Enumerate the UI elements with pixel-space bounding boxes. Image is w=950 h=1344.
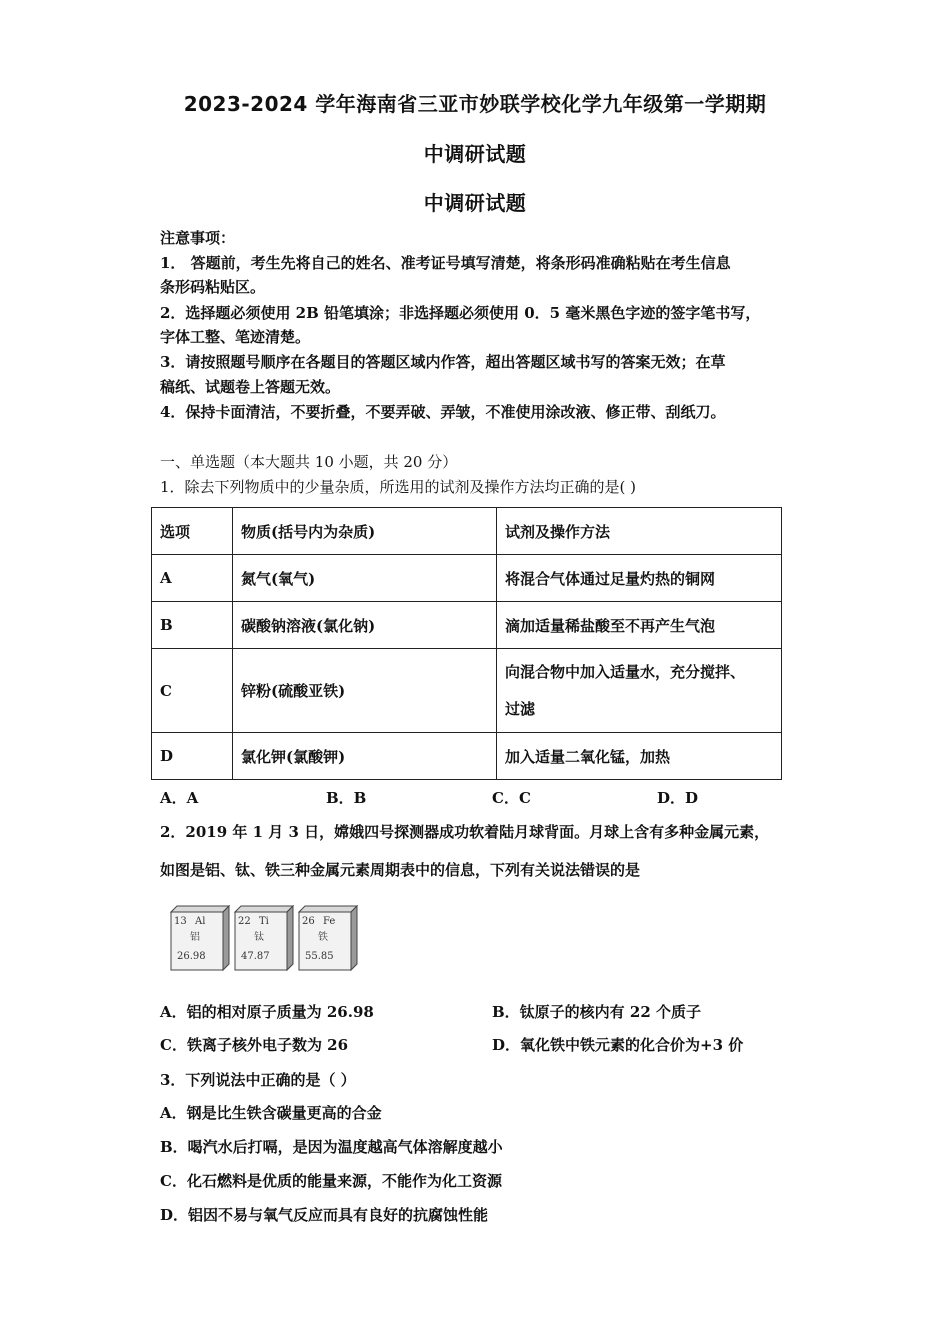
table-cell-substance: 碳酸钠溶液(氯化钠) [233,602,497,649]
q2-choice-a: A．铝的相对原子质量为 26.98 [160,1003,374,1021]
method-line: 过滤 [505,699,536,718]
table-row [152,602,782,649]
table-header-cell: 选项 [152,508,233,555]
element-symbol: Fe [323,916,336,927]
table-cell-method [497,649,782,733]
q3-choice-d: D．铝因不易与氧气反应而具有良好的抗腐蚀性能 [160,1206,489,1224]
notice-item: 4．保持卡面清洁，不要折叠，不要弄破、弄皱，不准使用涂改液、修正带、刮纸刀。 [160,403,726,421]
notice-item: 条形码粘贴区。 [160,278,266,296]
q2-stem-line2: 如图是铝、钛、铁三种金属元素周期表中的信息，下列有关说法错误的是 [160,861,641,879]
element-mass: 26.98 [177,951,206,962]
notice-item: 字体工整、笔迹清楚。 [160,328,311,346]
q2-choice-d: D．氧化铁中铁元素的化合价为+3 价 [492,1036,744,1054]
exam-title-line1: 2023-2024 学年海南省三亚市妙联学校化学九年级第一学期期 [183,92,767,116]
element-name: 铁 [318,932,328,943]
table-cell-substance: 锌粉(硫酸亚铁) [233,649,497,733]
notice-item: 2．选择题必须使用 2B 铅笔填涂；非选择题必须使用 0．5 毫米黑色字迹的签字笔书写， [160,304,761,322]
table-cell-substance: 氯化钾(氯酸钾) [233,733,497,780]
section-heading: 一、单选题（本大题共 10 小题，共 20 分） [160,453,458,471]
table-row [152,555,782,602]
q2-choice-c: C．铁离子核外电子数为 26 [160,1036,349,1054]
element-cell-ti [235,906,293,970]
q3-choice-a: A．钢是比生铁含碳量更高的合金 [160,1104,382,1122]
element-mass: 47.87 [241,951,270,962]
q2-stem-line1: 2．2019 年 1 月 3 日，嫦娥四号探测器成功软着陆月球背面。月球上含有多种金属元素， [160,823,770,841]
q3-choice-c: C．化石燃料是优质的能量来源，不能作为化工资源 [160,1172,502,1190]
element-number: 26 [302,916,315,927]
table-cell-method: 滴加适量稀盐酸至不再产生气泡 [497,602,782,649]
element-symbol: Al [195,916,206,927]
table-row [152,649,782,733]
q2-choice-b: B．钛原子的核内有 22 个质子 [492,1003,701,1021]
method-line: 向混合物中加入适量水，充分搅拌、 [505,662,746,681]
table-header-cell: 物质(括号内为杂质) [233,508,497,555]
element-symbol: Ti [259,916,269,927]
element-name: 钛 [254,932,264,943]
element-cell-fe [299,906,357,970]
q1-choice-c: C．C [492,789,531,807]
table-cell-option: C [152,649,233,733]
table-cell-option: B [152,602,233,649]
q1-choice-d: D．D [657,789,699,807]
q1-options-table [151,507,782,780]
exam-title-line3: 中调研试题 [423,191,527,215]
notice-item: 1． 答题前，考生先将自己的姓名、准考证号填写清楚，将条形码准确粘贴在考生信息 [160,254,731,272]
table-cell-method: 加入适量二氧化锰，加热 [497,733,782,780]
table-cell-option: A [152,555,233,602]
table-cell-substance: 氮气(氧气) [233,555,497,602]
element-number: 13 [174,916,187,927]
table-cell-method: 将混合气体通过足量灼热的铜网 [497,555,782,602]
element-mass: 55.85 [305,951,334,962]
q1-stem: 1．除去下列物质中的少量杂质，所选用的试剂及操作方法均正确的是( ) [160,478,637,496]
element-name: 铝 [190,932,200,943]
q1-choice-b: B．B [326,789,367,807]
notice-heading: 注意事项： [160,229,236,247]
table-header-cell: 试剂及操作方法 [497,508,782,555]
q3-choice-b: B．喝汽水后打嗝，是因为温度越高气体溶解度越小 [160,1138,503,1156]
periodic-cells-figure [163,904,363,976]
exam-title-line2: 中调研试题 [423,142,527,166]
notice-item: 3．请按照题号顺序在各题目的答题区域内作答，超出答题区域书写的答案无效；在草 [160,353,726,371]
q3-stem: 3．下列说法中正确的是（ ） [160,1071,356,1089]
table-cell-option: D [152,733,233,780]
element-cell-al [171,906,229,970]
q1-choice-a: A．A [160,789,199,807]
table-header-row [152,508,782,555]
notice-item: 稿纸、试题卷上答题无效。 [160,378,341,396]
element-number: 22 [238,916,251,927]
table-row [152,733,782,780]
